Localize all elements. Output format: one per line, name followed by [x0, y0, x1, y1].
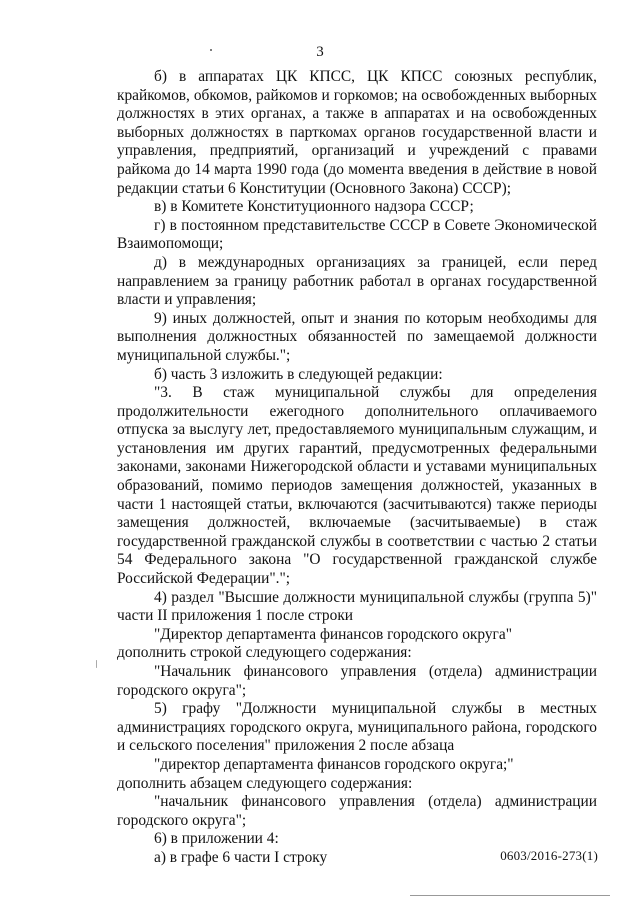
paragraph-new-abzac-head: "начальник финансового управления (отдела) администрации городского округа";: [117, 793, 597, 829]
paragraph-part-3-text: "3. В стаж муниципальной службы для определения продолжительности ежегодного дополнительного оплачиваемого отпуска за выслугу лет, предоставляемого муниципальным служащим, и установления им других гарантий, предусмотренных федеральными законами, законами Нижегородской области и уставами муниципальных образований, помимо периодов замещения должностей, указанных в части 1 настоящей статьи, включаются (засчитываются) также периоды замещения должностей, включаемые (засчитываемые) в стаж государственной гражданской службы в соответствии с частью 2 статьи 54 Федерального закона "О государственной гражданской службе Российской Федерации".";: [117, 384, 597, 588]
paragraph-quoted-row-director: "Директор департамента финансов городского округа": [154, 625, 512, 643]
scan-speck: [210, 49, 212, 51]
paragraph-add-row: дополнить строкой следующего содержания:: [117, 644, 412, 662]
document-number: 0603/2016-273(1): [500, 848, 598, 863]
paragraph-item-6: 6) в приложении 4:: [154, 830, 279, 848]
paragraph-add-abzac: дополнить абзацем следующего содержания:: [117, 774, 413, 792]
paragraph-item-9: 9) иных должностей, опыт и знания по которым необходимы для выполнения должностных обязанностей по замещаемой должности муниципальной службы.";: [117, 309, 597, 364]
paragraph-item-g: г) в постоянном представительстве СССР в Совете Экономической Взаимопомощи;: [117, 216, 597, 253]
page-number: 3: [316, 44, 324, 60]
paragraph-new-row-head: "Начальник финансового управления (отдела) администрации городского округа";: [117, 663, 597, 699]
paragraph-item-b: б) в аппаратах ЦК КПСС, ЦК КПСС союзных республик, крайкомов, обкомов, райкомов и горкомов; на освобожденных выборных должностях в этих органах, а также в аппаратах и на освобожденных выборных должностях в парткомах органов государственной власти и управления, предприятий, организаций и учреждений с правами райкома до 14 марта 1990 года (до момента введения в действие в новой редакции статьи 6 Конституции (Основного Закона) СССР);: [117, 68, 597, 197]
paragraph-item-d: д) в международных организациях за границей, если перед направлением за границу работник работал в органах государственной власти и управления;: [117, 253, 597, 309]
paragraph-item-4: 4) раздел "Высшие должности муниципальной службы (группа 5)" части II приложения 1 после строки: [117, 588, 597, 625]
scan-speck: [96, 660, 97, 668]
document-body: [117, 68, 597, 868]
paragraph-quoted-director-lower: "директор департамента финансов городского округа;": [154, 755, 514, 773]
scan-edge-line: [410, 895, 610, 896]
paragraph-item-5: 5) графу "Должности муниципальной службы в местных администрациях городского округа, муниципального района, городского и сельского поселения" приложения 2 после абзаца: [117, 700, 597, 755]
paragraph-part-3-intro: б) часть 3 изложить в следующей редакции:: [154, 365, 443, 383]
paragraph-item-v: в) в Комитете Конституционного надзора СССР;: [154, 198, 474, 216]
paragraph-item-6a: а) в графе 6 части I строку: [154, 848, 328, 866]
